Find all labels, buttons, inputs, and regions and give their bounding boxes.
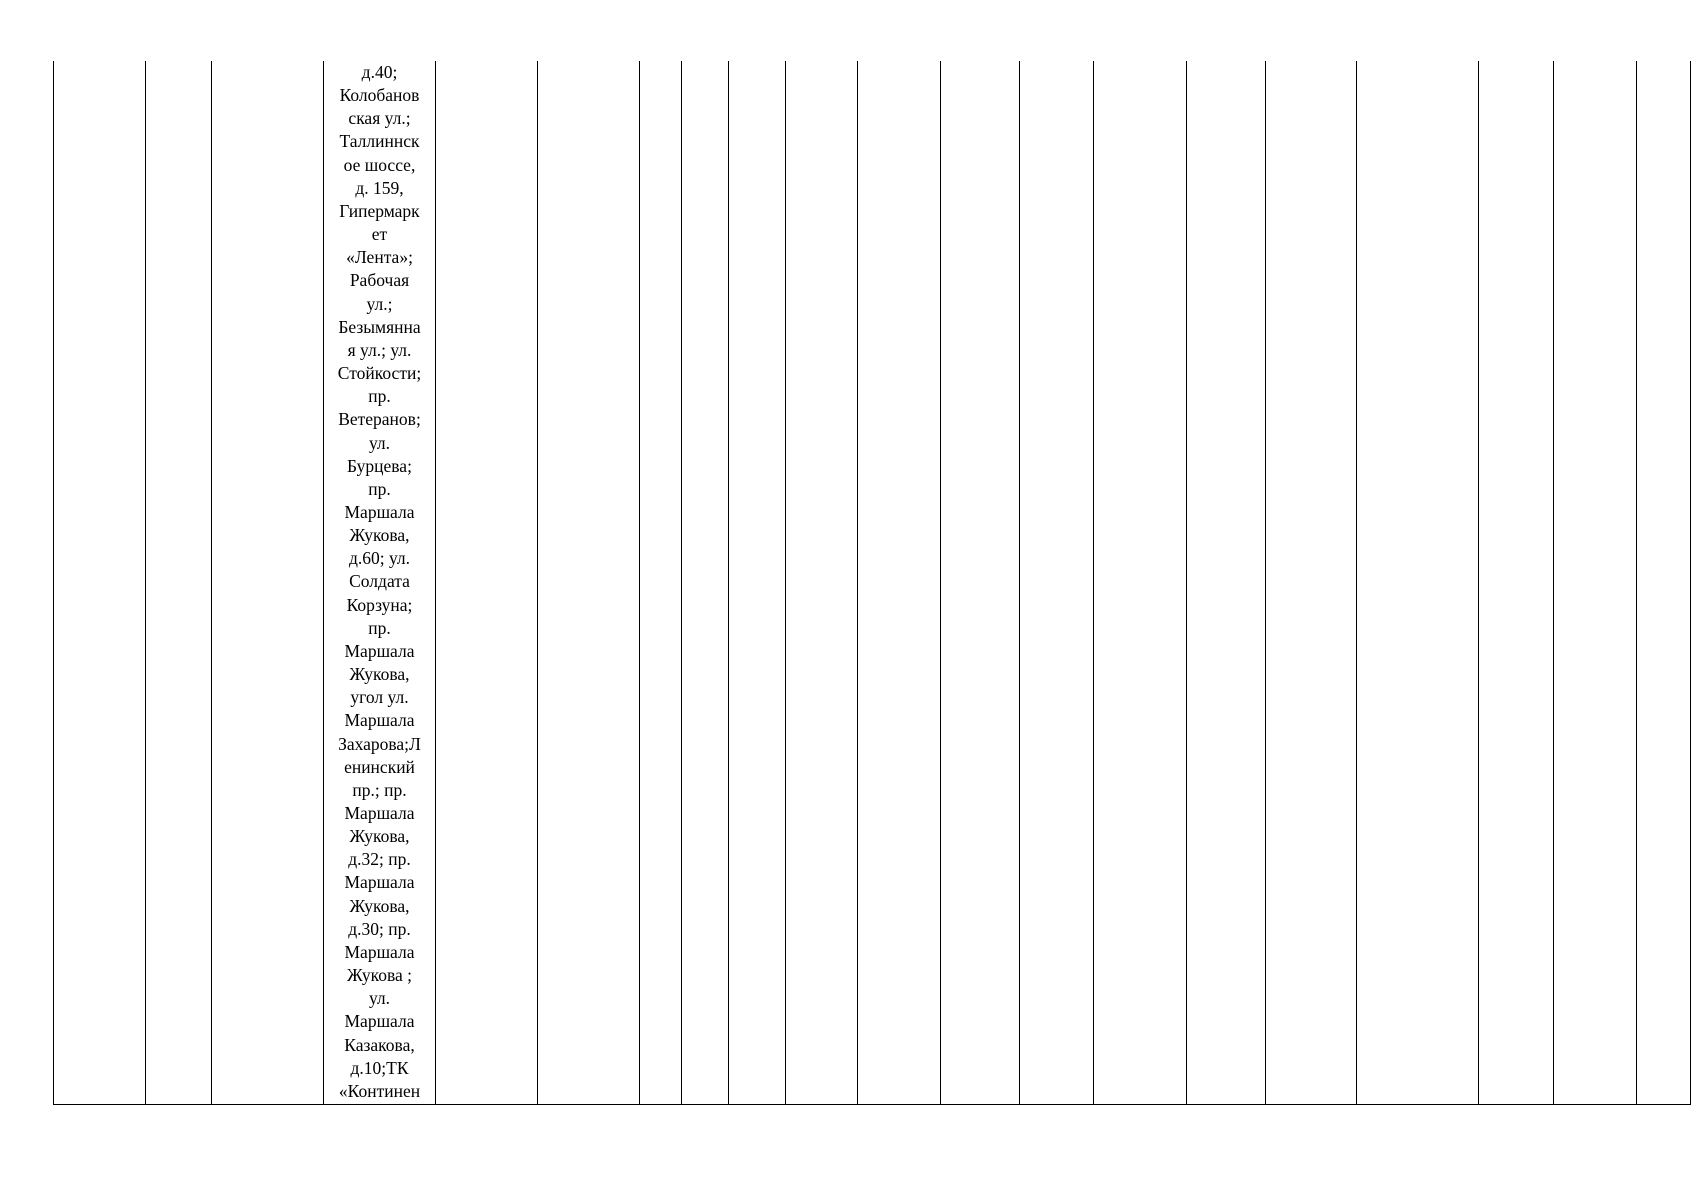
address-line: ская ул.; — [348, 108, 411, 129]
address-line: Захарова;Л — [338, 733, 421, 754]
table-cell-14 — [1094, 61, 1187, 1105]
address-line: пр. — [368, 478, 391, 499]
address-line: Маршала — [344, 803, 415, 823]
address-line: Бурцева; — [347, 455, 412, 476]
address-line: Казакова, — [344, 1034, 415, 1055]
address-line: д.10;ТК — [350, 1057, 409, 1078]
table-cell-1 — [54, 61, 146, 1105]
address-line: енинский — [344, 756, 415, 777]
address-line: ет — [371, 224, 388, 245]
table-cell-17 — [1357, 61, 1479, 1105]
address-line: пр. — [368, 617, 391, 638]
address-line: пр. — [368, 386, 391, 407]
table-cell-12 — [941, 61, 1020, 1105]
table-cell-3 — [212, 61, 324, 1105]
address-line: Колобанов — [339, 85, 420, 106]
table-cell-15 — [1187, 61, 1266, 1105]
address-line: д. 159, — [355, 177, 404, 198]
address-line: «Континен — [338, 1080, 421, 1101]
table-cell-5 — [436, 61, 538, 1105]
address-line: Жукова, — [349, 895, 410, 916]
address-line: Гипермарк — [339, 200, 420, 221]
address-line: д.30; пр. — [348, 918, 411, 939]
table-cell-7 — [640, 61, 682, 1105]
table-cell-19 — [1554, 61, 1637, 1105]
address-line: Маршала — [344, 501, 415, 522]
address-line: Жукова, — [349, 664, 410, 685]
address-line: пр.; пр. — [352, 779, 407, 800]
address-line: «Лента»; — [346, 247, 413, 268]
table-cell-13 — [1020, 61, 1094, 1105]
address-line: Рабочая — [349, 270, 410, 291]
address-line: Таллиннск — [339, 131, 420, 152]
address-line: Ветеранов; — [338, 409, 421, 430]
address-line: д.60; ул. — [348, 548, 411, 569]
address-line: Жукова, — [349, 826, 410, 847]
address-line: ул.; — [366, 293, 393, 314]
table-cell-20 — [1637, 61, 1691, 1105]
address-line: д.32; пр. — [348, 849, 411, 870]
address-line: Маршала — [344, 941, 415, 962]
address-line: Жукова ; — [347, 965, 412, 986]
table-row — [54, 61, 1691, 1105]
table-cell-8 — [682, 61, 729, 1105]
data-table — [53, 61, 1691, 1105]
address-line: Маршала — [344, 710, 415, 731]
address-line: ул. — [368, 432, 391, 453]
address-line: ое шоссе, — [343, 154, 416, 175]
address-line: ул. — [368, 988, 391, 1009]
address-line: д.40; — [361, 62, 398, 82]
table-cell-18 — [1479, 61, 1554, 1105]
table-cell-2 — [146, 61, 212, 1105]
address-line: Безымянна — [338, 316, 421, 337]
address-cell — [324, 61, 436, 1105]
address-line: Маршала — [344, 1011, 415, 1032]
address-line: я ул.; ул. — [347, 339, 412, 360]
address-line: Маршала — [344, 640, 415, 661]
table-cell-6 — [538, 61, 640, 1105]
address-line: Стойкости; — [337, 363, 422, 384]
table-cell-10 — [786, 61, 858, 1105]
table-cell-16 — [1266, 61, 1357, 1105]
address-line: угол ул. — [350, 687, 409, 708]
table-cell-11 — [858, 61, 941, 1105]
address-line: Маршала — [344, 872, 415, 893]
table-cell-9 — [729, 61, 786, 1105]
address-line: Корзуна; — [346, 594, 413, 615]
address-line: Жукова, — [349, 525, 410, 546]
address-line: Солдата — [349, 571, 410, 592]
